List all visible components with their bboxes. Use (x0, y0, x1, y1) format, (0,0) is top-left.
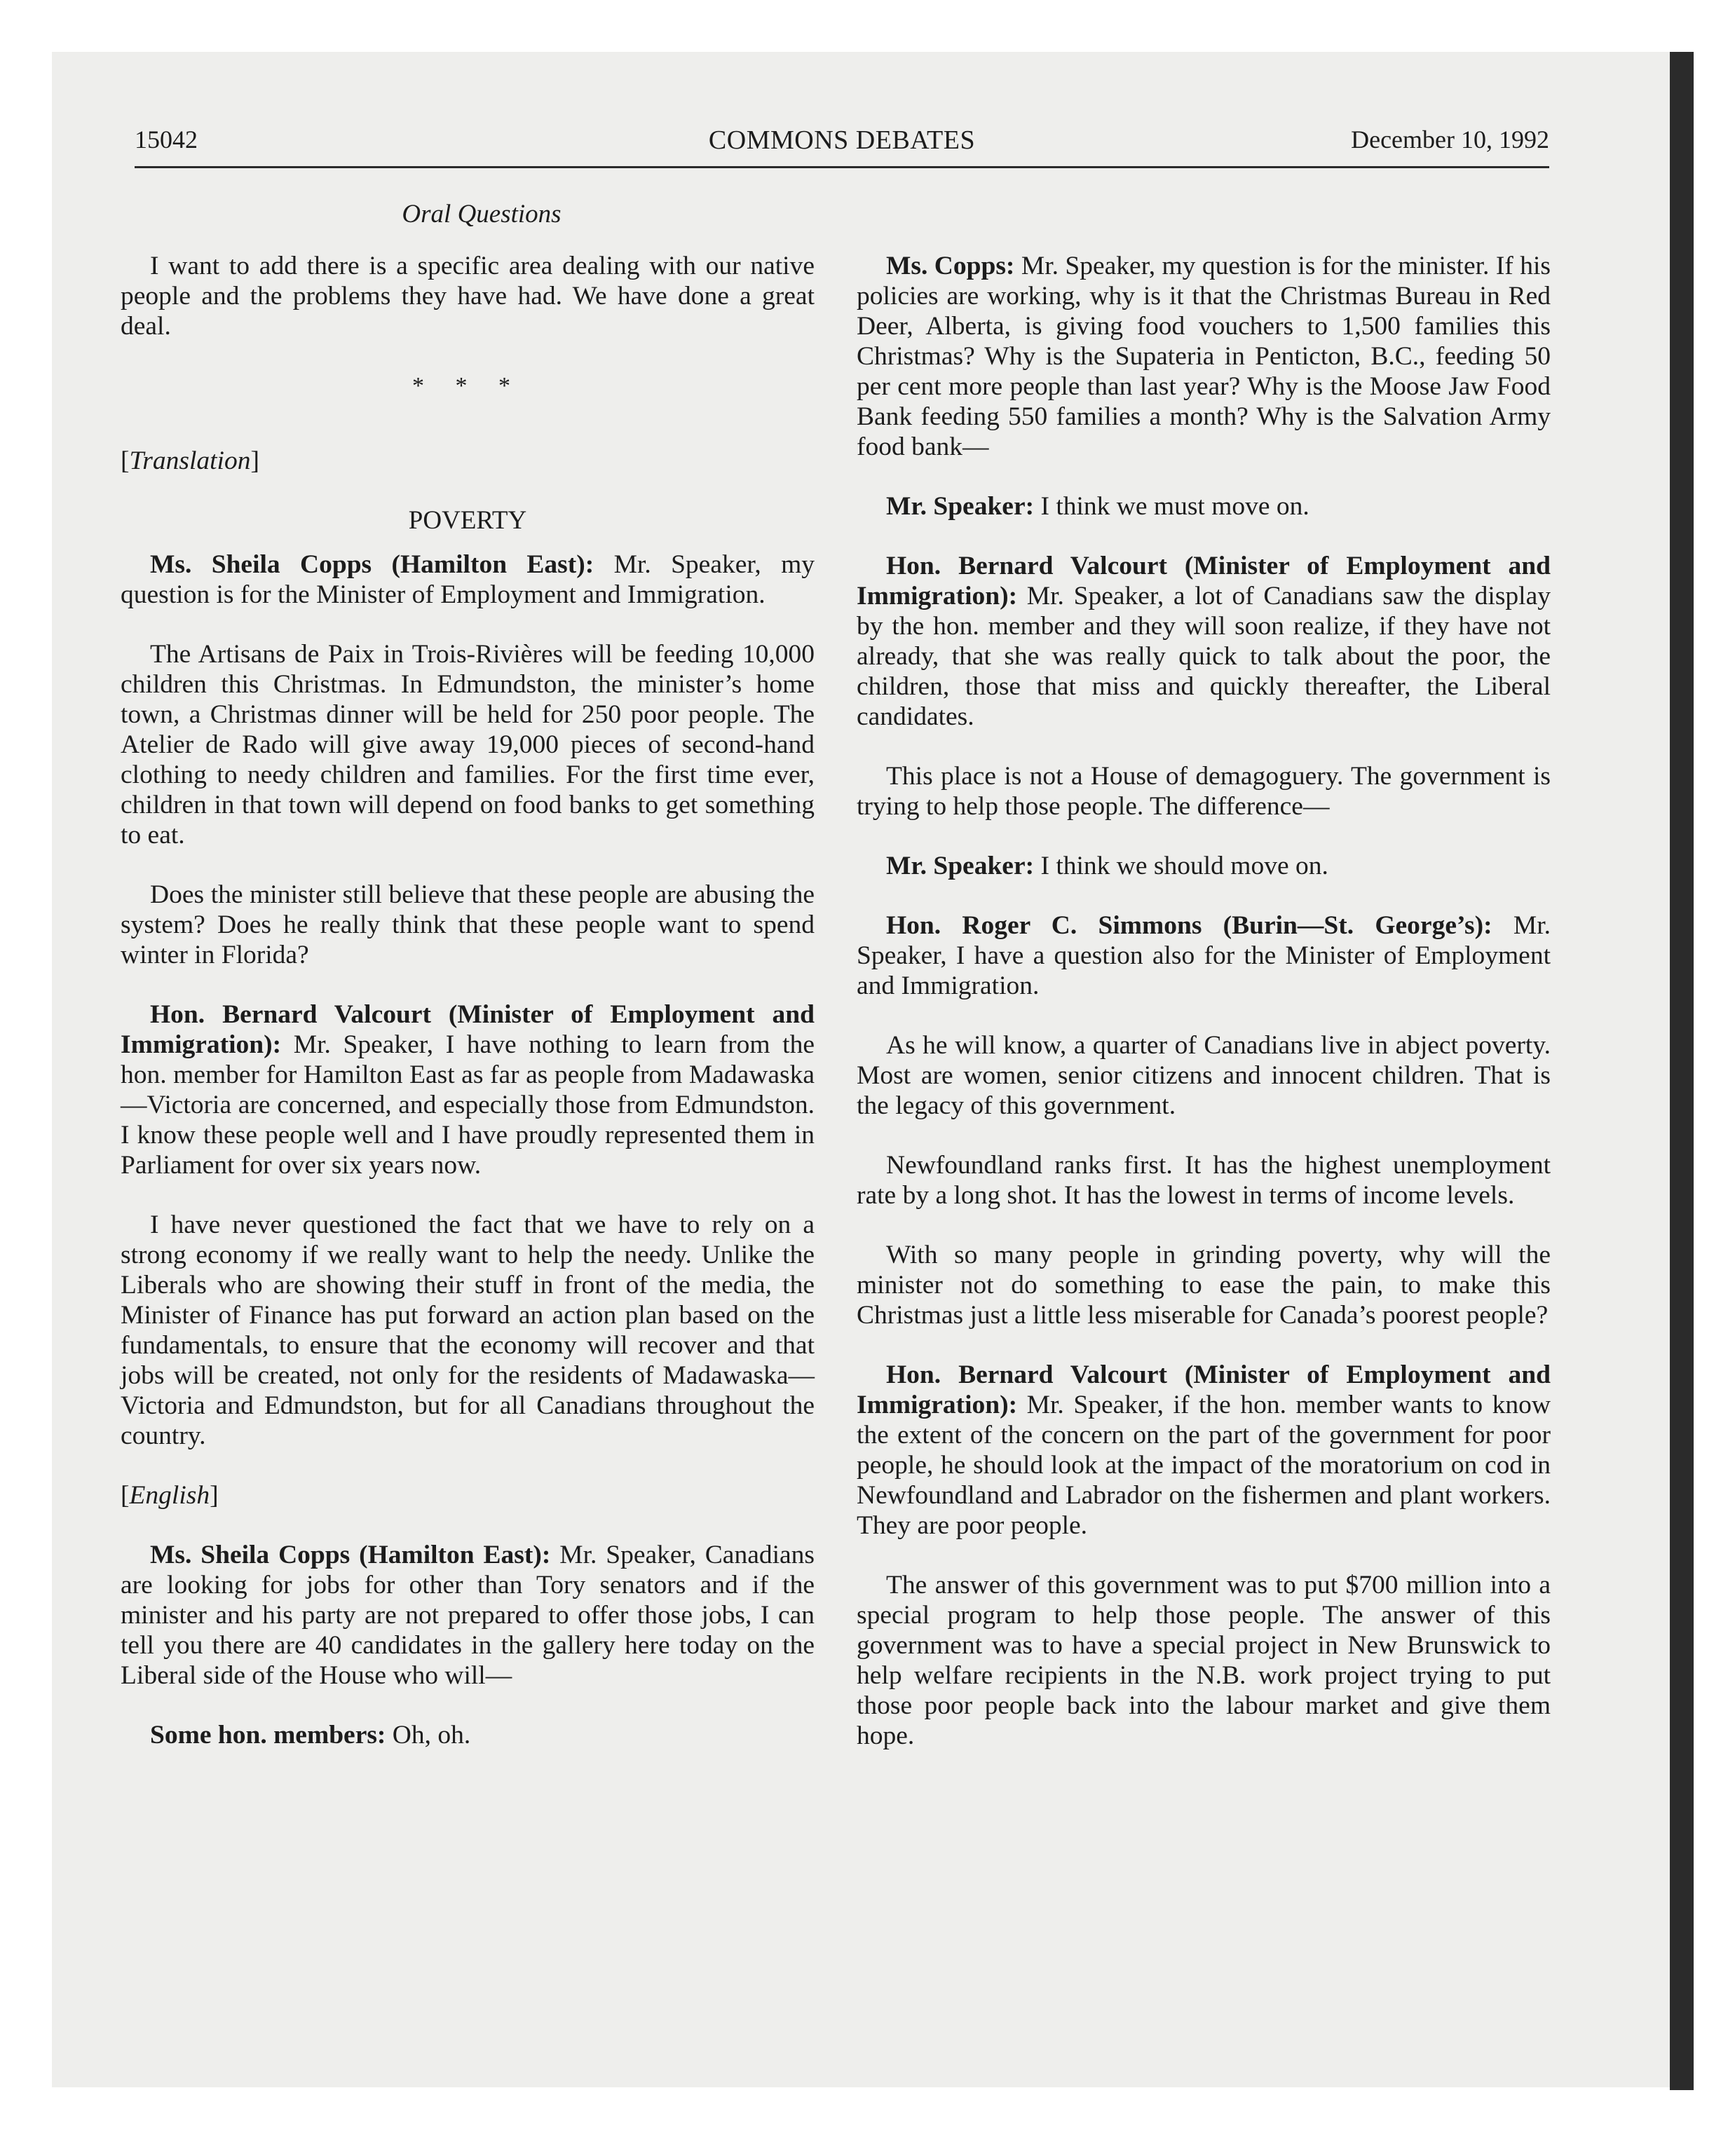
paragraph: I want to add there is a specific area dealing with our native people and the problems they have had. We have done a great deal. (121, 252, 815, 341)
speech (857, 491, 1551, 521)
speech (121, 1720, 815, 1750)
speech-text: I think we should move on. (1034, 852, 1328, 880)
speech (857, 1360, 1551, 1541)
speech (121, 1540, 815, 1691)
language-marker: [English] (121, 1481, 219, 1510)
speaker-name: Some hon. members: (150, 1721, 386, 1749)
speech-text: Mr. Speaker, if the hon. member wants to know the extent of the concern on the part of the government for poor people, he should look at the impact of the moratorium on cod in Newfoundland and Labrador on the fishermen and plant workers. They are poor people. (857, 1391, 1551, 1540)
header-date: December 10, 1992 (1351, 125, 1549, 153)
header-rule (135, 166, 1549, 168)
paragraph: The answer of this government was to put $700 million into a special program to help those people. The answer of this government was to have a special project in New Brunswick to help welfare recipients in the N.B. work project trying to put those poor people back into the labour market and give them hope. (857, 1571, 1551, 1750)
speech-text: Mr. Speaker, a lot of Canadians saw the display by the hon. member and they will soon realize, if they have not already, that she was really quick to talk about the poor, the children, those that miss and quickly thereafter, the Liberal candidates. (857, 582, 1551, 731)
speaker-name: Mr. Speaker: (886, 852, 1035, 880)
paragraph: I have never questioned the fact that we have to rely on a strong economy if we really want to help the needy. Unlike the Liberals who are showing their stuff in front of the media, the Minister of Finance has put forward an action plan based on the fundamentals, to ensure that the economy will recover and that jobs will be created, not only for the residents of Madawaska—Victoria and Edmundston, but for all Canadians throughout the country. (121, 1210, 815, 1450)
speech (857, 551, 1551, 732)
language-marker: [Translation] (121, 446, 259, 475)
paragraph: Does the minister still believe that these people are abusing the system? Does he really think that these people want to spend winter in Florida? (121, 880, 815, 969)
section-heading: POVERTY (408, 506, 527, 535)
speech (857, 851, 1551, 881)
section-separator: * * * (412, 373, 523, 399)
language-label: Translation (129, 446, 251, 475)
speech-text: Oh, oh. (386, 1721, 471, 1749)
speaker-name: Hon. Bernard Valcourt (Minister of Employment and Immigration): (857, 552, 1551, 610)
speaker-name: Hon. Bernard Valcourt (Minister of Employment and Immigration): (857, 1360, 1551, 1419)
speaker-name: Ms. Sheila Copps (Hamilton East): (150, 1541, 551, 1569)
speech (121, 999, 815, 1180)
scan-edge-shadow (1670, 52, 1694, 2090)
speech-text: Mr. Speaker, I have nothing to learn from the hon. member for Hamilton East as far as people from Madawaska—Victoria are concerned, and especially those from Edmundston. I know these people well and I have proudly represented them in Parliament for over six years now. (121, 1030, 815, 1180)
paragraph: As he will know, a quarter of Canadians live in abject poverty. Most are women, senior citizens and innocent children. That is the legacy of this government. (857, 1031, 1551, 1120)
speaker-name: Hon. Roger C. Simmons (Burin—St. George’s): (886, 911, 1492, 940)
speaker-name: Mr. Speaker: (886, 492, 1035, 521)
speaker-name: Hon. Bernard Valcourt (Minister of Employment and Immigration): (121, 1000, 815, 1059)
speech-text: Mr. Speaker, my question is for the minister. If his policies are working, why is it that the Christmas Bureau in Red Deer, Alberta, is giving food vouchers to 1,500 families this Christmas? Why is the Supateria in Penticton, B.C., feeding 50 per cent more people than last year? Why is the Moose Jaw Food Bank feeding 550 families a month? Why is the Salvation Army food bank— (857, 252, 1551, 461)
paragraph: Newfoundland ranks first. It has the highest unemployment rate by a long shot. It has the lowest in terms of income levels. (857, 1151, 1551, 1210)
publication-title: COMMONS DEBATES (708, 125, 976, 155)
speaker-name: Ms. Copps: (886, 252, 1015, 280)
language-label: English (129, 1481, 210, 1510)
page-number: 15042 (135, 125, 198, 153)
speech (857, 910, 1551, 1001)
speech-text: Mr. Speaker, Canadians are looking for jobs for other than Tory senators and if the minister and his party are not prepared to offer those jobs, I can tell you there are 40 candidates in the gallery here today on the Liberal side of the House who will— (121, 1541, 815, 1690)
speech-text: Mr. Speaker, I have a question also for the Minister of Employment and Immigration. (857, 911, 1551, 1000)
speech-text: Mr. Speaker, my question is for the Minister of Employment and Immigration. (121, 550, 815, 609)
speech (121, 550, 815, 610)
right-column (857, 251, 1551, 1780)
paragraph: This place is not a House of demagoguery. The government is trying to help those people. The difference— (857, 762, 1551, 821)
paragraph: With so many people in grinding poverty, why will the minister not do something to ease the pain, to make this Christmas just a little less miserable for Canada’s poorest people? (857, 1241, 1551, 1330)
speaker-name: Ms. Sheila Copps (Hamilton East): (150, 550, 594, 579)
speech-text: I think we must move on. (1034, 492, 1309, 521)
speech (857, 251, 1551, 462)
paragraph: The Artisans de Paix in Trois-Rivières will be feeding 10,000 children this Christmas. In Edmundston, the minister’s home town, a Christmas dinner will be held for 250 poor people. The Atelier de Rado will give away 19,000 pieces of second-hand clothing to needy children and families. For the first time ever, children in that town will depend on food banks to get something to eat. (121, 640, 815, 850)
left-column (121, 251, 815, 1780)
section-label: Oral Questions (402, 200, 562, 228)
